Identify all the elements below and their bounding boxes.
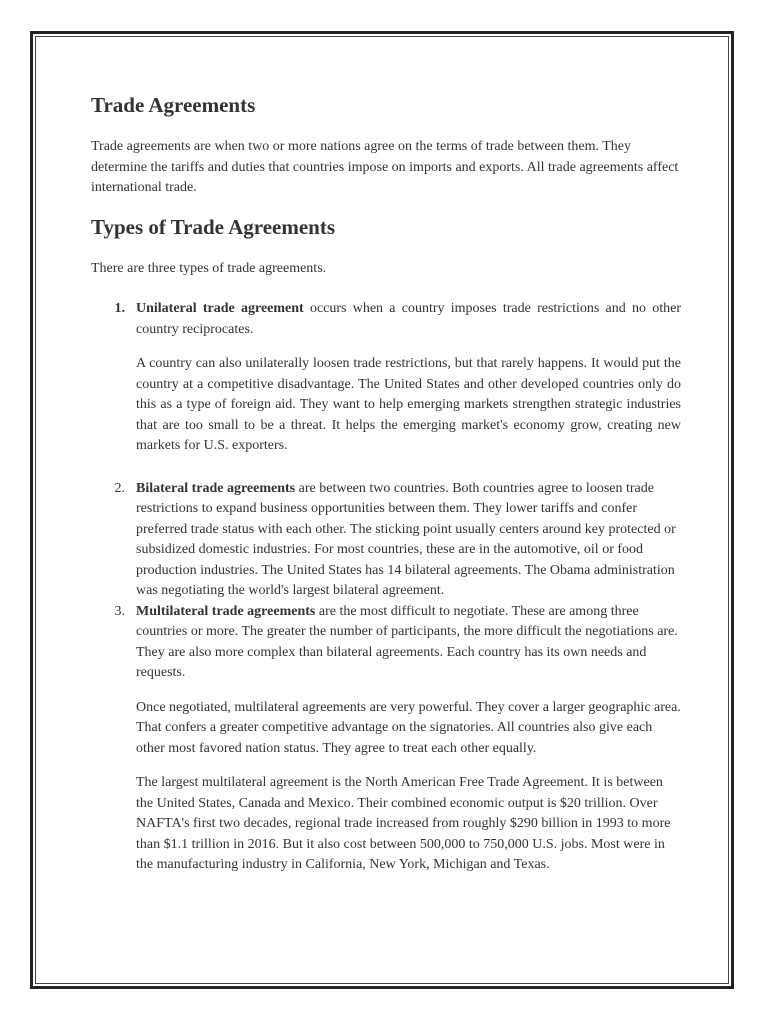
list-number: 1. [114,301,125,316]
document-content [91,91,681,876]
list-item-text: are between two countries. Both countries agree to loosen trade restrictions to expand business opportunities between them. They lower tariffs and confer preferred trade status with each other. The sticking point usually centers around key protected or subsidized domestic industries. For most countries, these are in the automotive, oil or food production industries. The United States has 14 bilateral agreements. The Obama administration was negotiating the world's largest bilateral agreement. [136,480,676,598]
term-multilateral: Multilateral trade agreements [136,603,316,619]
intro-paragraph: Trade agreements are when two or more nations agree on the terms of trade between them. They determine the tariffs and duties that countries impose on imports and exports. All trade agreements affect international trade. [91,139,679,195]
list-item-lead [136,299,681,340]
page-title: Trade Agreements [91,93,256,117]
list-item-paragraph: A country can also unilaterally loosen trade restrictions, but that rarely happens. It would put the country at a competitive disadvantage. The United States and other developed countries only do this as a type of foreign aid. They want to help emerging markets strengthen strategic industries that are too small to be a threat. It helps the emerging market's economy grow, creating new markets for U.S. exporters. [136,356,681,453]
list-item-paragraph: Once negotiated, multilateral agreements are very powerful. They cover a larger geographic area. That confers a greater competitive advantage on the signatories. All countries also give each other most favored nation status. They agree to treat each other equally. [136,699,681,756]
list-item-lead [136,479,681,602]
list-item-bilateral [91,479,681,602]
trade-agreement-types-list [91,299,681,876]
term-bilateral: Bilateral trade agreements [136,480,296,496]
list-item-text: occurs when a country imposes trade restrictions and no other country reciprocates. [136,301,681,337]
list-item-multilateral [91,602,681,876]
list-item-paragraph: The largest multilateral agreement is the North American Free Trade Agreement. It is between the United States, Canada and Mexico. Their combined economic output is $20 trillion. Over NAFTA's first two decades, regional trade increased from roughly $290 billion in 1993 to more than $1.1 trillion in 2016. But it also cost between 500,000 to 750,000 U.S. jobs. Most were in the manufacturing industry in California, New York, Michigan and Texas. [136,775,671,872]
list-number: 3. [114,603,125,619]
types-lead-paragraph: There are three types of trade agreements. [91,260,327,276]
list-item-unilateral [91,299,681,457]
list-item-text: are the most difficult to negotiate. These are among three countries or more. The greater the number of participants, the more difficult the negotiations are. They are also more complex than bilateral agreements. Each country has its own needs and requests. [136,603,678,680]
list-item-lead [136,602,681,684]
section-heading-types: Types of Trade Agreements [91,214,336,239]
term-unilateral: Unilateral trade agreement [136,301,304,316]
list-number: 2. [114,480,125,496]
